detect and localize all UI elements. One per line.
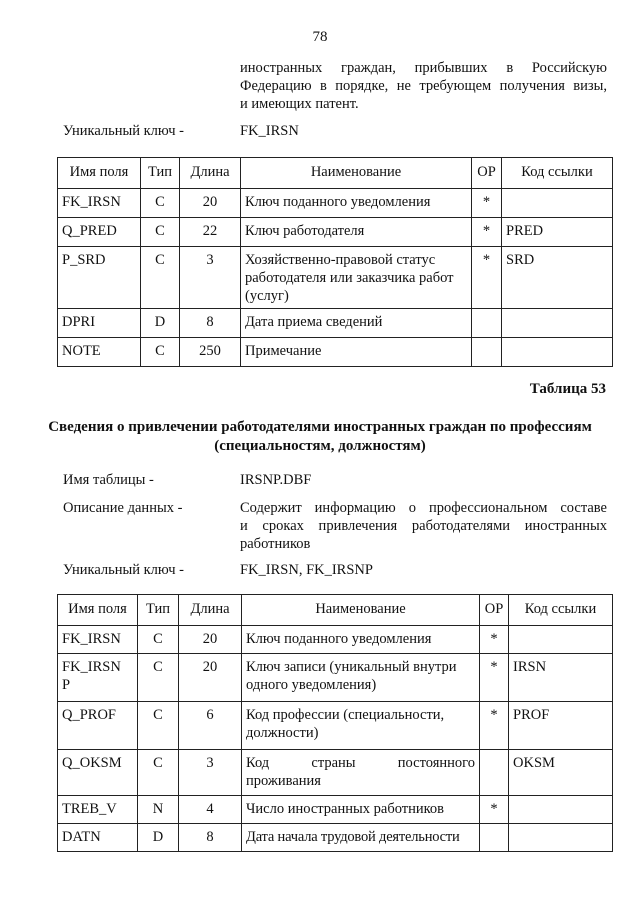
section-title xyxy=(30,418,610,456)
cell-type: D xyxy=(138,824,179,852)
cell-ref: OKSM xyxy=(509,750,613,796)
cell-op: * xyxy=(472,218,502,247)
header-type: Тип xyxy=(138,595,179,626)
table-row xyxy=(58,702,613,750)
cell-ref xyxy=(502,338,613,367)
cell-length: 8 xyxy=(180,309,241,338)
description-line: Содержит информацию о профессиональном составе xyxy=(240,500,607,516)
header-op: ОР xyxy=(472,158,502,189)
cell-op xyxy=(480,824,509,852)
cell-length: 8 xyxy=(179,824,242,852)
cell-type: C xyxy=(138,626,179,654)
cell-length: 20 xyxy=(179,626,242,654)
cell-field: FK_IRSN P xyxy=(58,654,138,702)
table-header-row xyxy=(58,158,613,189)
cell-field: P_SRD xyxy=(58,247,141,309)
table-row xyxy=(58,626,613,654)
fields-table-2 xyxy=(57,594,613,852)
cell-name: Ключ записи (уникальный внутри одного уведомления) xyxy=(242,654,480,702)
table-name-value: IRSNP.DBF xyxy=(240,472,312,488)
table-row xyxy=(58,654,613,702)
cell-length: 4 xyxy=(179,796,242,824)
unique-key-value: FK_IRSN, FK_IRSNP xyxy=(240,562,373,578)
header-ref-code: Код ссылки xyxy=(502,158,613,189)
table-row xyxy=(58,750,613,796)
cell-name: Код страны постоянного проживания xyxy=(242,750,480,796)
cell-type: C xyxy=(141,218,180,247)
cell-type: N xyxy=(138,796,179,824)
table-row xyxy=(58,824,613,852)
description-line: и сроках привлечения работодателями иностранных xyxy=(240,518,607,534)
cell-field: Q_PROF xyxy=(58,702,138,750)
cell-ref: SRD xyxy=(502,247,613,309)
cell-length: 250 xyxy=(180,338,241,367)
cell-field: DPRI xyxy=(58,309,141,338)
unique-key-label: Уникальный ключ - xyxy=(63,123,184,139)
data-description-text xyxy=(240,499,607,553)
cell-ref xyxy=(509,796,613,824)
cell-op: * xyxy=(472,247,502,309)
description-line: работников xyxy=(240,536,311,552)
cell-type: C xyxy=(138,654,179,702)
intro-line: иностранных граждан, прибывших в Российскую xyxy=(240,60,607,76)
section-title-line: (специальностям, должностям) xyxy=(214,438,426,454)
table-row xyxy=(58,338,613,367)
data-description-label: Описание данных - xyxy=(63,500,183,516)
cell-ref xyxy=(502,309,613,338)
cell-type: C xyxy=(141,189,180,218)
page-number: 78 xyxy=(312,29,328,45)
cell-type: C xyxy=(138,750,179,796)
cell-op: * xyxy=(480,702,509,750)
header-description: Наименование xyxy=(241,158,472,189)
cell-ref xyxy=(509,626,613,654)
cell-op xyxy=(472,338,502,367)
cell-length: 3 xyxy=(180,247,241,309)
intro-line: и имеющих патент. xyxy=(240,96,359,112)
cell-name: Хозяйственно-правовой статус работодателя или заказчика работ (услуг) xyxy=(241,247,472,309)
cell-field: NOTE xyxy=(58,338,141,367)
table-number: Таблица 53 xyxy=(529,381,606,397)
unique-key-value: FK_IRSN xyxy=(240,123,299,139)
cell-op: * xyxy=(480,654,509,702)
header-description: Наименование xyxy=(242,595,480,626)
cell-name: Число иностранных работников xyxy=(242,796,480,824)
cell-type: C xyxy=(141,338,180,367)
header-ref-code: Код ссылки xyxy=(509,595,613,626)
cell-ref xyxy=(509,824,613,852)
table-row xyxy=(58,796,613,824)
section-title-line: Сведения о привлечении работодателями иностранных граждан по профессиям xyxy=(48,419,592,435)
table-row xyxy=(58,309,613,338)
cell-length: 3 xyxy=(179,750,242,796)
cell-op: * xyxy=(480,626,509,654)
cell-name: Ключ работодателя xyxy=(241,218,472,247)
header-field-name: Имя поля xyxy=(58,158,141,189)
cell-name: Дата приема сведений xyxy=(241,309,472,338)
table-header-row xyxy=(58,595,613,626)
cell-type: C xyxy=(141,247,180,309)
cell-field: Q_OKSM xyxy=(58,750,138,796)
cell-name: Дата начала трудовой деятельности xyxy=(242,824,480,852)
cell-op xyxy=(472,309,502,338)
cell-field: TREB_V xyxy=(58,796,138,824)
cell-op xyxy=(480,750,509,796)
cell-type: C xyxy=(138,702,179,750)
table-row xyxy=(58,218,613,247)
header-type: Тип xyxy=(141,158,180,189)
fields-table-1 xyxy=(57,157,613,367)
table-row xyxy=(58,189,613,218)
cell-length: 20 xyxy=(179,654,242,702)
cell-name: Ключ поданного уведомления xyxy=(241,189,472,218)
cell-field: Q_PRED xyxy=(58,218,141,247)
cell-length: 22 xyxy=(180,218,241,247)
cell-ref: PROF xyxy=(509,702,613,750)
cell-ref xyxy=(502,189,613,218)
cell-length: 6 xyxy=(179,702,242,750)
cell-field: DATN xyxy=(58,824,138,852)
cell-name: Код профессии (специальности, должности) xyxy=(242,702,480,750)
cell-ref: PRED xyxy=(502,218,613,247)
header-length: Длина xyxy=(180,158,241,189)
cell-type: D xyxy=(141,309,180,338)
table-row xyxy=(58,247,613,309)
cell-name: Примечание xyxy=(241,338,472,367)
cell-name: Ключ поданного уведомления xyxy=(242,626,480,654)
header-op: ОР xyxy=(480,595,509,626)
unique-key-label: Уникальный ключ - xyxy=(63,562,184,578)
cell-op: * xyxy=(472,189,502,218)
header-field-name: Имя поля xyxy=(58,595,138,626)
cell-field: FK_IRSN xyxy=(58,189,141,218)
intro-paragraph xyxy=(240,59,607,113)
header-length: Длина xyxy=(179,595,242,626)
table-name-label: Имя таблицы - xyxy=(63,472,154,488)
cell-ref: IRSN xyxy=(509,654,613,702)
cell-op: * xyxy=(480,796,509,824)
cell-field: FK_IRSN xyxy=(58,626,138,654)
intro-line: Федерацию в порядке, не требующем получения визы, xyxy=(240,78,607,94)
cell-length: 20 xyxy=(180,189,241,218)
